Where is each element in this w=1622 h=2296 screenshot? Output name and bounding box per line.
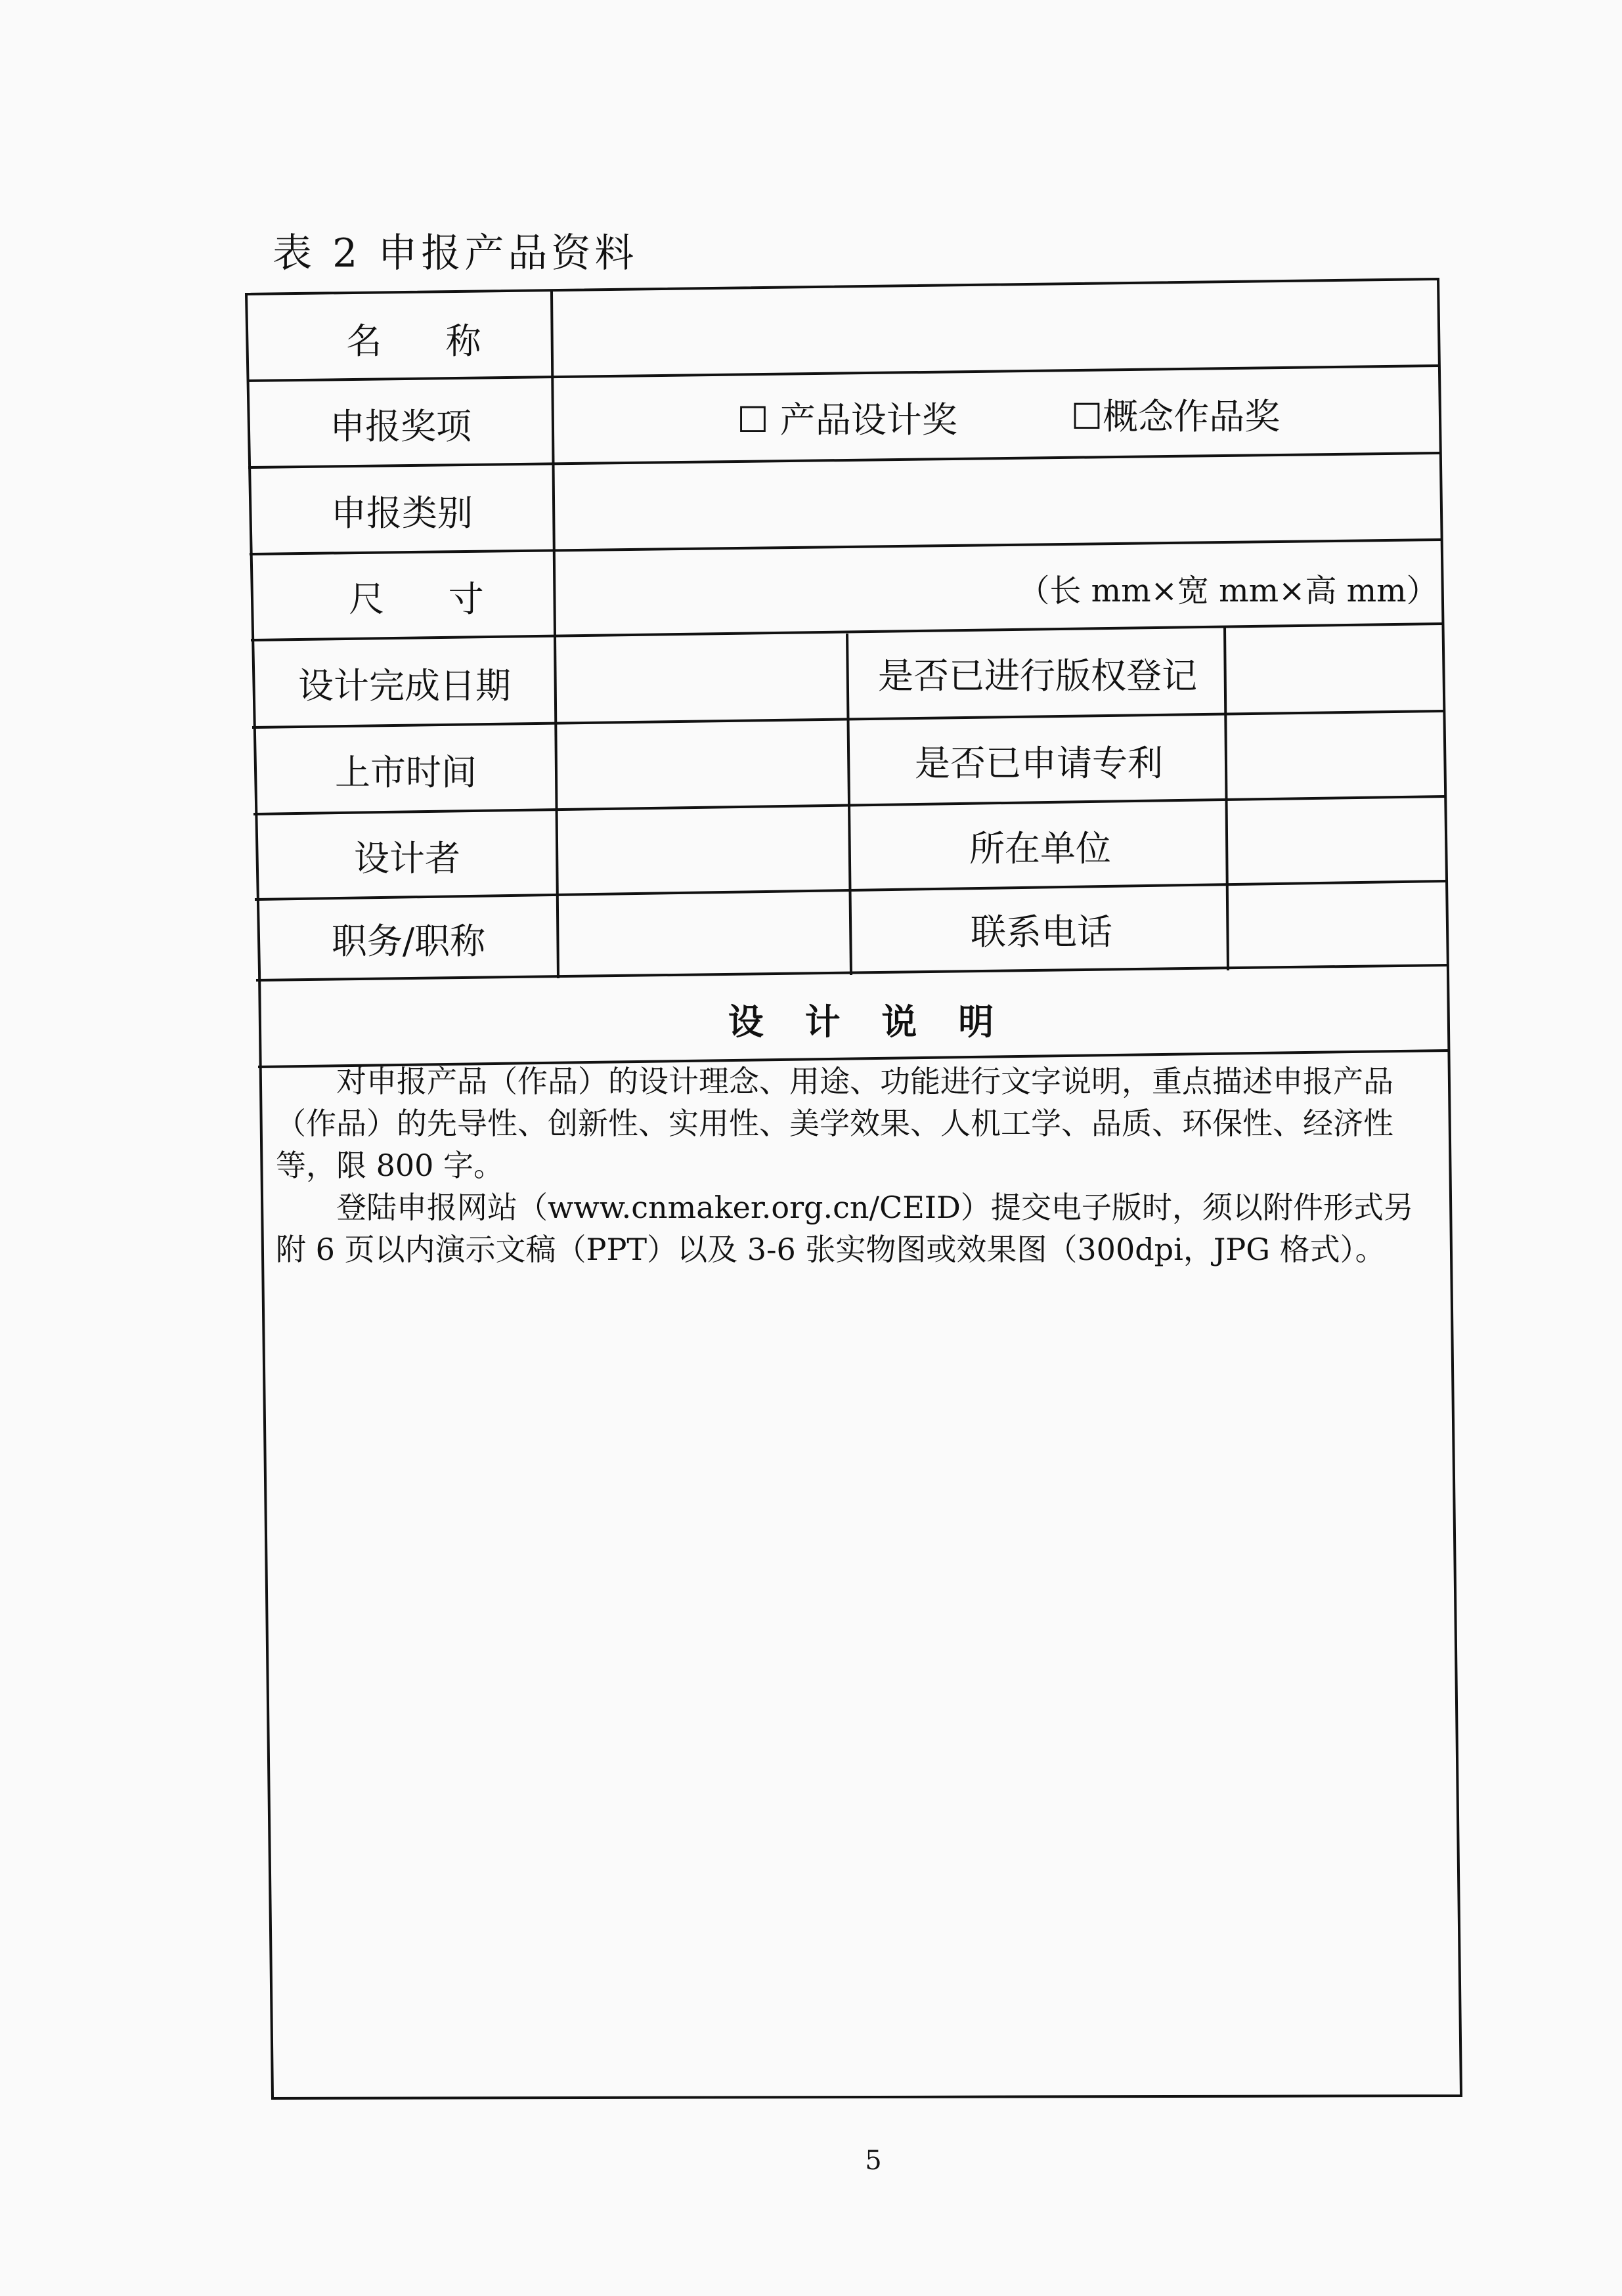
description-paragraph-2: 登陆申报网站（www.cnmaker.org.cn/CEID）提交电子版时，须以附件形式另附 6 页以内演示文稿（PPT）以及 3-6 张实物图或效果图（300dpi，JPG 格式）。 — [276, 1190, 1414, 1267]
category-label: 申报类别 — [331, 492, 473, 534]
page-number: 5 — [865, 2146, 882, 2176]
phone-label: 联系电话 — [971, 911, 1112, 953]
design-date-label: 设计完成日期 — [298, 664, 511, 706]
patent-field[interactable] — [1231, 717, 1441, 796]
description-paragraph-1: 对申报产品（作品）的设计理念、用途、功能进行文字说明，重点描述申报产品（作品）的先导性、创新性、实用性、美学效果、人机工学、品质、环保性、经济性等，限 800 字。 — [276, 1064, 1393, 1183]
position-field[interactable] — [565, 899, 848, 975]
copyright-label: 是否已进行版权登记 — [878, 655, 1197, 697]
size-label: 尺 寸 — [349, 578, 510, 620]
launch-time-label: 上市时间 — [335, 751, 477, 793]
table-title: 表 2 申报产品资料 — [273, 230, 638, 276]
size-hint: （长 mm×宽 mm×高 mm） — [1018, 572, 1438, 609]
category-field[interactable] — [558, 467, 1438, 546]
design-date-field[interactable] — [561, 640, 844, 719]
unit-label: 所在单位 — [969, 827, 1111, 869]
designer-field[interactable] — [564, 814, 846, 893]
phone-field[interactable] — [1233, 888, 1443, 963]
design-description-header: 设 计 说 明 — [728, 1001, 1009, 1043]
unit-field[interactable] — [1232, 802, 1442, 881]
patent-label: 是否已申请专利 — [915, 742, 1163, 784]
name-field[interactable] — [558, 295, 1435, 374]
product-design-award-checkbox[interactable]: ☐ 产品设计奖 — [737, 399, 957, 441]
designer-label: 设计者 — [354, 837, 460, 879]
launch-time-field[interactable] — [563, 727, 845, 806]
name-label: 名 称 — [346, 320, 508, 362]
concept-work-award-checkbox[interactable]: ☐概念作品奖 — [1070, 395, 1281, 437]
copyright-field[interactable] — [1229, 630, 1439, 709]
award-label: 申报奖项 — [330, 405, 471, 447]
design-description-text[interactable] — [276, 1060, 1438, 1270]
position-label: 职务/职称 — [331, 921, 486, 962]
